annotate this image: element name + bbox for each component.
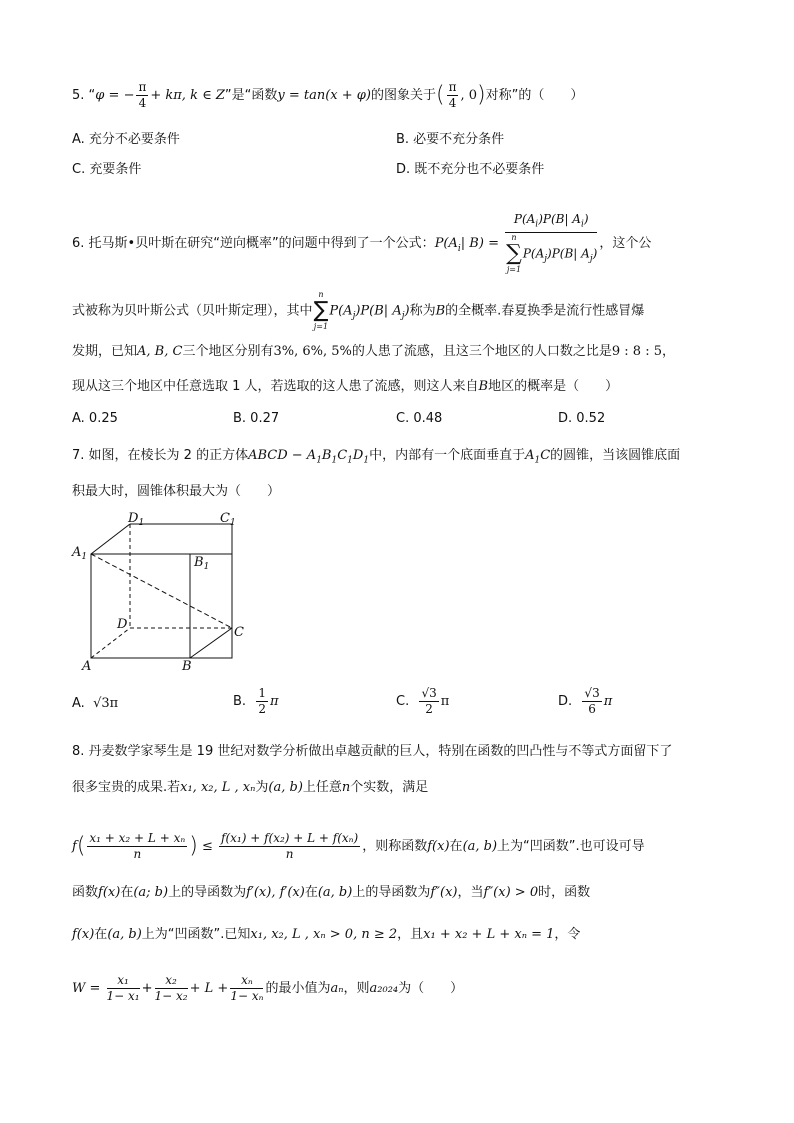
q6-line-3: 发期，已知A, B, C三个地区分别有3%, 6%, 5%的人患了流感，且这三个地区的人口数之比是9 : 8 : 5， bbox=[72, 344, 675, 359]
q8-line-2: 很多宝贵的成果.若x₁, x₂, L , xₙ为(a, b)上任意n个实数，满足 bbox=[72, 780, 429, 795]
q8-line-6: W = $\frac{\text{x₁}}{\text{1− x₁}}$ + $\frac{\text{x₂}}{\text{1− x₂}}$ + L + $\frac{\text{xₙ}}{\text{1− xₙ}}$ 的最小值为aₙ，则a₂₀₂₄为（ ） bbox=[72, 973, 464, 1003]
cube-figure bbox=[70, 508, 260, 673]
label-b1: $B_1$ bbox=[194, 555, 210, 572]
q6-line-1: 6. 托马斯•贝叶斯在研究“逆向概率”的问题中得到了一个公式：$P(A_i|$ B) = $P(A_i)P(B|$ $A_i$) n ∑ j=1 $P(A_j)P(B|$ $A_j$) ，这个公 bbox=[72, 212, 652, 275]
label-b: B bbox=[182, 659, 192, 673]
label-c: C bbox=[234, 625, 244, 640]
q8-jensen-left: $\frac{\text{x₁ + x₂ + L + xₙ}}{n}$ bbox=[89, 831, 186, 861]
q6-sum-symbol: n ∑ j=1 bbox=[506, 233, 522, 275]
label-c1: $C_1$ bbox=[220, 511, 236, 528]
q6-line-2: 式被称为贝叶斯公式（贝叶斯定理），其中 n ∑ j=1 $P(A_j)P(B|$ $A_j$)称为B的全概率.春夏换季是流行性感冒爆 bbox=[72, 290, 645, 331]
q8-line-3: f( $\frac{\text{x₁ + x₂ + L + xₙ}}{n}$ ) ≤ $\frac{\text{f(x₁) + f(x₂) + L + f(xₙ)}}{n}$ ，则称函数f(x)在(a, b)上为“凹函数”.也可设可导 bbox=[72, 831, 645, 861]
q6-bayes-fraction: $P(A_i)P(B|$ $A_i$) n ∑ j=1 $P(A_j)P(B|$ $A_j$) bbox=[506, 212, 598, 275]
cube-edge-a1d1 bbox=[91, 524, 130, 554]
q5-point-fraction: $\frac{\pi}{4}$ bbox=[448, 80, 457, 110]
q7-option-d[interactable]: D. $\frac{√3}{6}$ π bbox=[558, 686, 613, 716]
q5-option-c[interactable]: C. 充要条件 bbox=[72, 162, 142, 177]
q7-option-a[interactable]: A. √3π bbox=[72, 696, 119, 711]
label-a1: $A_1$ bbox=[72, 545, 88, 562]
q5-option-a[interactable]: A. 充分不必要条件 bbox=[72, 132, 180, 147]
q8-line-4: 函数f(x)在(a; b)上的导函数为f′(x), f′(x)在(a, b)上的导函数为f″(x)，当f″(x) > 0时，函数 bbox=[72, 885, 591, 900]
label-d1: $D_1$ bbox=[128, 511, 145, 528]
q7-option-b[interactable]: B. $\frac{1}{2}$ π bbox=[233, 686, 279, 716]
label-d: D bbox=[117, 617, 128, 632]
q6-option-c[interactable]: C. 0.48 bbox=[396, 411, 443, 426]
q5-cond-fraction: $\frac{\pi}{4}$ bbox=[138, 80, 147, 110]
cube-front-face bbox=[91, 554, 232, 658]
q7-line-2: 积最大时，圆锥体积最大为（ ） bbox=[72, 484, 281, 499]
q7-option-c[interactable]: C. $\frac{√3}{2}$ π bbox=[396, 686, 450, 716]
label-a: A bbox=[82, 659, 92, 673]
q8-line-1: 8. 丹麦数学家琴生是 19 世纪对数学分析做出卓越贡献的巨人，特别在函数的凹凸性与不等式方面留下了 bbox=[72, 744, 673, 759]
cube-edge-cb bbox=[190, 628, 232, 658]
q5-option-b[interactable]: B. 必要不充分条件 bbox=[396, 132, 505, 147]
q5-stem: 5. “φ = − $\frac{\pi}{4}$ + kπ, k ∈ Z”是“函数y = tan(x + φ)的图象关于( $\frac{\pi}{4}$ , 0)对称”的（ ） bbox=[72, 80, 584, 110]
q7-line-1: 7. 如图，在棱长为 2 的正方体ABCD − $A_1B_1C_1D_1$中，内部有一个底面垂直于$A_1C$的圆锥，当该圆锥底面 bbox=[72, 448, 681, 466]
q6-option-b[interactable]: B. 0.27 bbox=[233, 411, 280, 426]
cube-hidden-edge-ad bbox=[91, 628, 130, 658]
q6-option-a[interactable]: A. 0.25 bbox=[72, 411, 118, 426]
cube-diagonal-a1c bbox=[91, 554, 232, 628]
q8-line-5: f(x)在(a, b)上为“凹函数”.已知x₁, x₂, L , xₙ > 0, n ≥ 2，且x₁ + x₂ + L + xₙ = 1，令 bbox=[72, 927, 581, 942]
q5-option-d[interactable]: D. 既不充分也不必要条件 bbox=[396, 162, 545, 177]
q6-option-d[interactable]: D. 0.52 bbox=[558, 411, 606, 426]
q6-line-4: 现从这三个地区中任意选取 1 人，若选取的这人患了流感，则这人来自B地区的概率是（ ） bbox=[72, 379, 619, 394]
q8-jensen-right: $\frac{\text{f(x₁) + f(x₂) + L + f(xₙ)}}{n}$ bbox=[221, 831, 359, 861]
q6-sum-symbol-2: n ∑ j=1 bbox=[313, 290, 329, 331]
